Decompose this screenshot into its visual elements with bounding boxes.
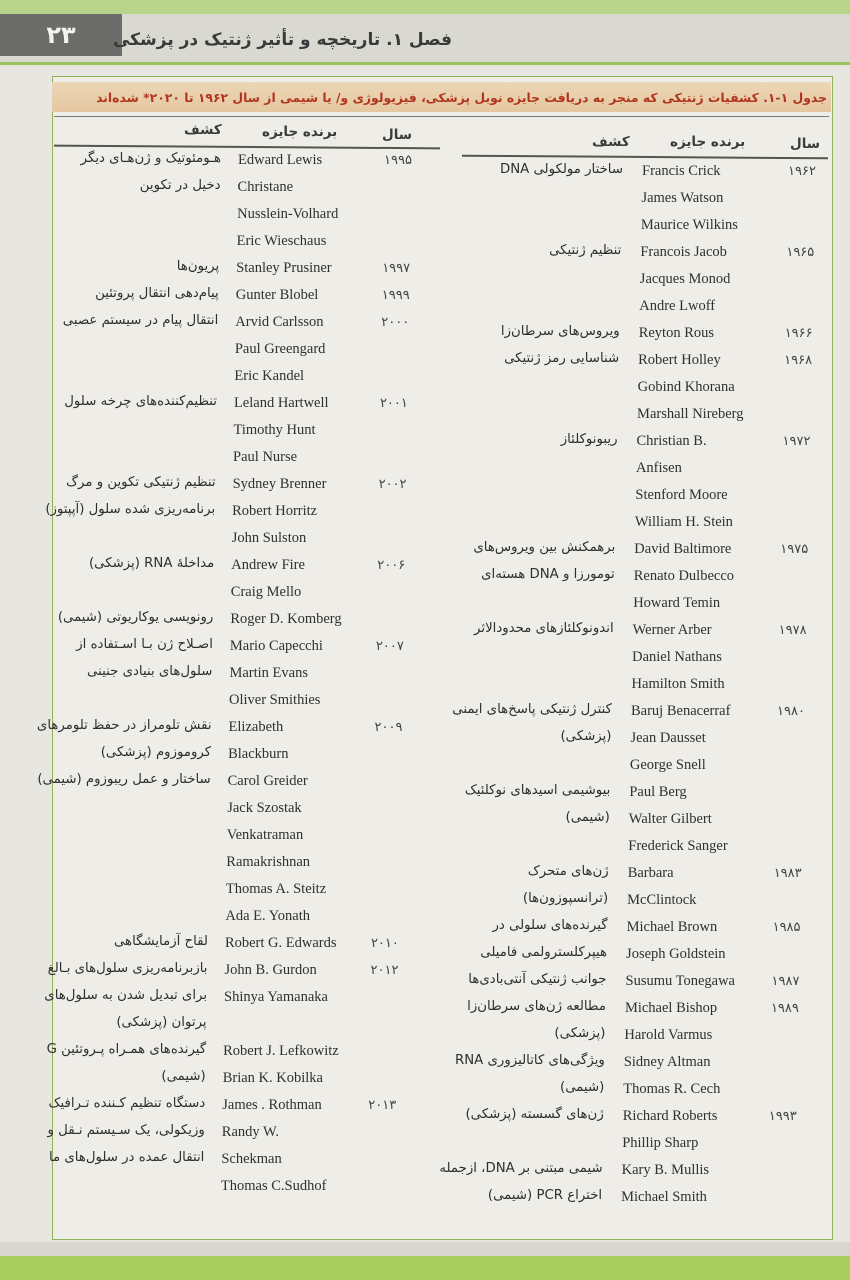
left-winner-cell: Nusslein-Volhard	[237, 206, 339, 222]
left-discovery-cell: تنظیم ژنتیکی تکوین و مرگ	[66, 475, 216, 490]
right-discovery-cell: اندونوکلئازهای محدودالاثر	[474, 621, 614, 636]
left-discovery-cell: دستگاه تنظیم کـننده تـرافیک	[48, 1096, 206, 1111]
left-discovery-cell: (شیمی)	[161, 1069, 206, 1084]
left-year-cell: ۱۹۹۵	[384, 153, 412, 168]
right-winner-cell: Baruj Benacerraf	[631, 703, 731, 719]
left-winner-cell: Arvid Carlsson	[235, 314, 324, 330]
left-winner-cell: Carol Greider	[227, 773, 308, 789]
left-col-discovery-header: کشف	[184, 122, 222, 138]
left-winner-cell: Edward Lewis	[238, 152, 323, 168]
right-winner-cell: Thomas R. Cech	[623, 1081, 721, 1097]
left-winner-cell: Robert J. Lefkowitz	[223, 1043, 339, 1059]
left-discovery-cell: رونویسی یوکاریوتی (شیمی)	[57, 610, 214, 625]
right-year-cell: ۱۹۶۶	[784, 326, 813, 341]
right-winner-cell: Michael Smith	[621, 1189, 707, 1205]
right-winner-cell: Stenford Moore	[635, 487, 728, 503]
right-discovery-cell: مطالعه ژن‌های سرطان‌زا	[467, 999, 606, 1014]
left-winner-cell: Jack Szostak	[227, 800, 302, 816]
right-discovery-cell: برهمکنش بین ویروس‌های	[473, 540, 616, 555]
right-year-cell: ۱۹۸۰	[777, 704, 805, 719]
left-winner-cell: Christane	[237, 179, 294, 195]
left-discovery-cell: مداخلهٔ RNA (پزشکی)	[88, 556, 215, 571]
left-year-cell: ۲۰۱۳	[368, 1098, 397, 1113]
right-year-cell: ۱۹۷۵	[780, 542, 809, 557]
right-col-year-header: سال	[790, 136, 821, 152]
left-winner-cell: Eric Wieschaus	[236, 233, 327, 249]
right-discovery-cell: ویژگی‌های کاتالیزوری RNA	[454, 1053, 605, 1068]
right-discovery-cell: تنظیم ژنتیکی	[549, 243, 622, 258]
page-number: ۲۳	[0, 14, 122, 56]
right-discovery-cell: هیپرکلسترولمی فامیلی	[480, 945, 608, 960]
right-winner-cell: Sidney Altman	[623, 1054, 711, 1070]
left-winner-cell: Andrew Fire	[231, 557, 305, 573]
right-winner-cell: Jacques Monod	[639, 271, 731, 287]
left-discovery-cell: اصـلاح ژن بـا اسـتفاده از	[76, 637, 213, 652]
left-year-cell: ۲۰۰۱	[379, 396, 408, 411]
left-discovery-cell: لقاح آزمایشگاهی	[113, 934, 208, 949]
left-year-cell: ۲۰۱۲	[370, 963, 399, 978]
left-winner-cell: Ramakrishnan	[226, 854, 311, 870]
right-discovery-cell: ریبونوکلئاز	[560, 432, 618, 447]
right-winner-cell: Christian B.	[636, 433, 707, 449]
left-winner-cell: Paul Nurse	[233, 449, 298, 465]
right-discovery-cell: شناسایی رمز ژنتیکی	[504, 351, 620, 366]
right-discovery-cell: بیوشیمی اسیدهای نوکلئیک	[464, 783, 611, 798]
table-caption	[52, 82, 831, 112]
right-discovery-cell: (شیمی)	[565, 810, 610, 825]
left-discovery-cell: نقش تلومراز در حفظ تلومرهای	[36, 718, 212, 733]
right-winner-cell: Jean Dausset	[630, 730, 706, 746]
left-winner-cell: Schekman	[221, 1151, 282, 1167]
left-discovery-cell: ساختار و عمل ریبوزوم (شیمی)	[37, 772, 211, 787]
left-year-cell: ۲۰۱۰	[370, 936, 399, 951]
left-winner-cell: Gunter Blobel	[235, 287, 319, 303]
left-col-winner-header: برنده جایزه	[262, 124, 338, 140]
left-winner-cell: Craig Mello	[230, 584, 302, 600]
right-year-cell: ۱۹۸۹	[770, 1001, 799, 1016]
right-winner-cell: James Watson	[641, 190, 724, 206]
right-winner-cell: Francois Jacob	[640, 244, 727, 260]
left-winner-cell: John B. Gurdon	[224, 962, 317, 978]
left-winner-cell: John Sulston	[231, 530, 307, 546]
right-discovery-cell: ژن‌های گسسته (پزشکی)	[465, 1107, 604, 1122]
right-discovery-cell: ساختار مولکولی DNA	[499, 162, 623, 177]
right-winner-cell: Hamilton Smith	[631, 676, 725, 692]
right-winner-cell: David Baltimore	[634, 541, 732, 557]
left-discovery-cell: پرتوان (پزشکی)	[116, 1015, 207, 1030]
right-col-winner-header: برنده جایزه	[670, 134, 746, 150]
left-year-cell: ۲۰۰۷	[375, 639, 404, 654]
left-winner-cell: James . Rothman	[222, 1097, 322, 1113]
right-year-cell: ۱۹۹۳	[768, 1109, 797, 1124]
right-winner-cell: Howard Temin	[633, 595, 721, 611]
right-winner-cell: Francis Crick	[642, 163, 721, 179]
right-discovery-cell: کنترل ژنتیکی پاسخ‌های ایمنی	[452, 702, 612, 717]
left-year-cell: ۲۰۰۲	[378, 477, 407, 492]
right-discovery-cell: جوانب ژنتیکی آنتی‌بادی‌ها	[468, 972, 607, 987]
left-discovery-cell: پریون‌ها	[176, 259, 220, 274]
right-winner-cell: Anfisen	[635, 460, 682, 476]
right-discovery-cell: (شیمی)	[560, 1080, 605, 1095]
left-winner-cell: Elizabeth	[228, 719, 284, 735]
bottom-color-band	[0, 1256, 850, 1280]
right-discovery-cell: شیمی مبتنی بر DNA، ازجمله	[439, 1161, 603, 1176]
right-winner-cell: Paul Berg	[629, 784, 687, 800]
right-discovery-cell: تومورزا و DNA هسته‌ای	[481, 567, 615, 582]
left-year-cell: ۱۹۹۹	[381, 288, 410, 303]
right-winner-cell: Richard Roberts	[622, 1108, 718, 1124]
left-winner-cell: Leland Hartwell	[233, 395, 329, 411]
right-winner-cell: Walter Gilbert	[628, 811, 712, 827]
right-year-cell: ۱۹۶۸	[784, 353, 813, 368]
left-discovery-cell: گیرنده‌های همـراه پـروتئین G	[46, 1042, 207, 1057]
left-year-cell: ۲۰۰۶	[377, 558, 406, 573]
left-col-year-header: سال	[382, 127, 413, 143]
right-winner-cell: Daniel Nathans	[632, 649, 722, 665]
right-discovery-cell: (پزشکی)	[560, 729, 612, 744]
right-year-cell: ۱۹۸۳	[773, 866, 802, 881]
right-discovery-cell: اختراع PCR (شیمی)	[487, 1188, 603, 1203]
left-winner-cell: Paul Greengard	[234, 341, 326, 357]
left-discovery-cell: تنظیم‌کننده‌های چرخه سلول	[64, 394, 217, 409]
left-winner-cell: Blackburn	[228, 746, 289, 762]
left-winner-cell: Oliver Smithies	[229, 692, 321, 708]
right-winner-cell: Kary B. Mullis	[621, 1162, 710, 1178]
right-year-cell: ۱۹۸۷	[771, 974, 800, 989]
left-discovery-cell: سلول‌های بنیادی جنینی	[87, 664, 213, 679]
right-winner-cell: Maurice Wilkins	[640, 217, 738, 233]
right-winner-cell: Gobind Khorana	[637, 379, 735, 395]
left-winner-cell: Sydney Brenner	[232, 476, 327, 492]
left-winner-cell: Robert Horritz	[232, 503, 318, 519]
right-winner-cell: Susumu Tonegawa	[625, 973, 735, 989]
right-winner-cell: Phillip Sharp	[622, 1135, 699, 1151]
left-discovery-cell: دخیل در تکوین	[139, 178, 221, 193]
left-winner-cell: Mario Capecchi	[229, 638, 323, 654]
left-discovery-cell: کروموزوم (پزشکی)	[100, 745, 212, 760]
right-winner-cell: Werner Arber	[632, 622, 712, 638]
left-winner-cell: Brian K. Kobilka	[222, 1070, 323, 1086]
right-winner-cell: Michael Bishop	[624, 1000, 718, 1016]
right-year-cell: ۱۹۶۵	[786, 245, 815, 260]
left-discovery-cell: انتقال پیام در سیستم عصبی	[62, 313, 219, 328]
right-discovery-cell: (ترانسپوزون‌ها)	[522, 891, 609, 906]
left-winner-cell: Thomas A. Steitz	[225, 881, 327, 897]
left-winner-cell: Roger D. Komberg	[230, 611, 342, 627]
right-winner-cell: McClintock	[627, 892, 697, 908]
left-discovery-cell: وزیکولی، یک سـیستم نـقل و	[47, 1123, 205, 1138]
right-discovery-cell: (پزشکی)	[554, 1026, 606, 1041]
bottom-strip	[0, 1242, 850, 1256]
right-winner-cell: Reyton Rous	[638, 325, 715, 341]
left-discovery-cell: برنامه‌ریزی شده سلول (آپپتوز)	[45, 502, 216, 517]
left-winner-cell: Martin Evans	[229, 665, 308, 681]
right-winner-cell: Andre Lwoff	[639, 298, 716, 314]
left-winner-cell: Ada E. Yonath	[225, 908, 310, 924]
right-year-cell: ۱۹۸۵	[772, 920, 801, 935]
left-discovery-cell: هـومئوتیک و ژن‌هـای دیگر	[80, 151, 221, 166]
left-winner-cell: Shinya Yamanaka	[224, 989, 328, 1005]
left-winner-cell: Randy W.	[221, 1124, 279, 1140]
right-winner-cell: Joseph Goldstein	[626, 946, 726, 962]
left-winner-cell: Timothy Hunt	[233, 422, 316, 438]
left-year-cell: ۲۰۰۹	[374, 720, 403, 735]
left-winner-cell: Thomas C.Sudhof	[220, 1178, 327, 1194]
right-winner-cell: William H. Stein	[634, 514, 733, 530]
right-col-discovery-header: کشف	[592, 134, 630, 150]
left-year-cell: ۲۰۰۰	[381, 315, 410, 330]
right-winner-cell: Frederick Sanger	[628, 838, 728, 854]
right-year-cell: ۱۹۷۸	[778, 623, 807, 638]
right-discovery-cell: گیرنده‌های سلولی در	[492, 918, 608, 933]
table-caption-text: جدول ۱-۱. کشفیات ژنتیکی که منجر به دریافت جایزه نوبل پزشکی، فیزیولوژی و/ یا شیمی از سال ۱۹۶۲ تا ۲۰۲۰* شده‌اند	[96, 90, 827, 105]
left-winner-cell: Robert G. Edwards	[224, 935, 337, 951]
right-year-cell: ۱۹۷۲	[782, 434, 811, 449]
caption-rule	[54, 116, 829, 117]
left-winner-cell: Venkatraman	[226, 827, 304, 843]
right-year-cell: ۱۹۶۲	[788, 164, 816, 179]
right-winner-cell: Harold Varmus	[624, 1027, 713, 1043]
left-discovery-cell: برای تبدیل شدن به سلول‌های	[44, 988, 208, 1003]
right-winner-cell: George Snell	[629, 757, 706, 773]
left-discovery-cell: انتقال عمده در سلول‌های ما	[48, 1150, 205, 1165]
left-discovery-cell: بازبرنامه‌ریزی سلول‌های بـالغ	[47, 961, 208, 976]
right-discovery-cell: ویروس‌های سرطان‌زا	[500, 324, 620, 339]
left-winner-cell: Stanley Prusiner	[236, 260, 332, 276]
right-winner-cell: Renato Dulbecco	[633, 568, 735, 584]
right-discovery-cell: ژن‌های متحرک	[527, 864, 609, 879]
left-discovery-cell: پیام‌دهی انتقال پروتئین	[95, 286, 219, 301]
chapter-title: فصل ۱. تاریخچه و تأثیر ژنتیک در پزشکی	[112, 30, 452, 50]
right-winner-cell: Barbara	[627, 865, 674, 881]
right-winner-cell: Marshall Nireberg	[637, 406, 744, 422]
right-winner-cell: Robert Holley	[638, 352, 721, 368]
right-winner-cell: Michael Brown	[626, 919, 718, 935]
left-winner-cell: Eric Kandel	[234, 368, 305, 384]
left-year-cell: ۱۹۹۷	[382, 261, 411, 276]
